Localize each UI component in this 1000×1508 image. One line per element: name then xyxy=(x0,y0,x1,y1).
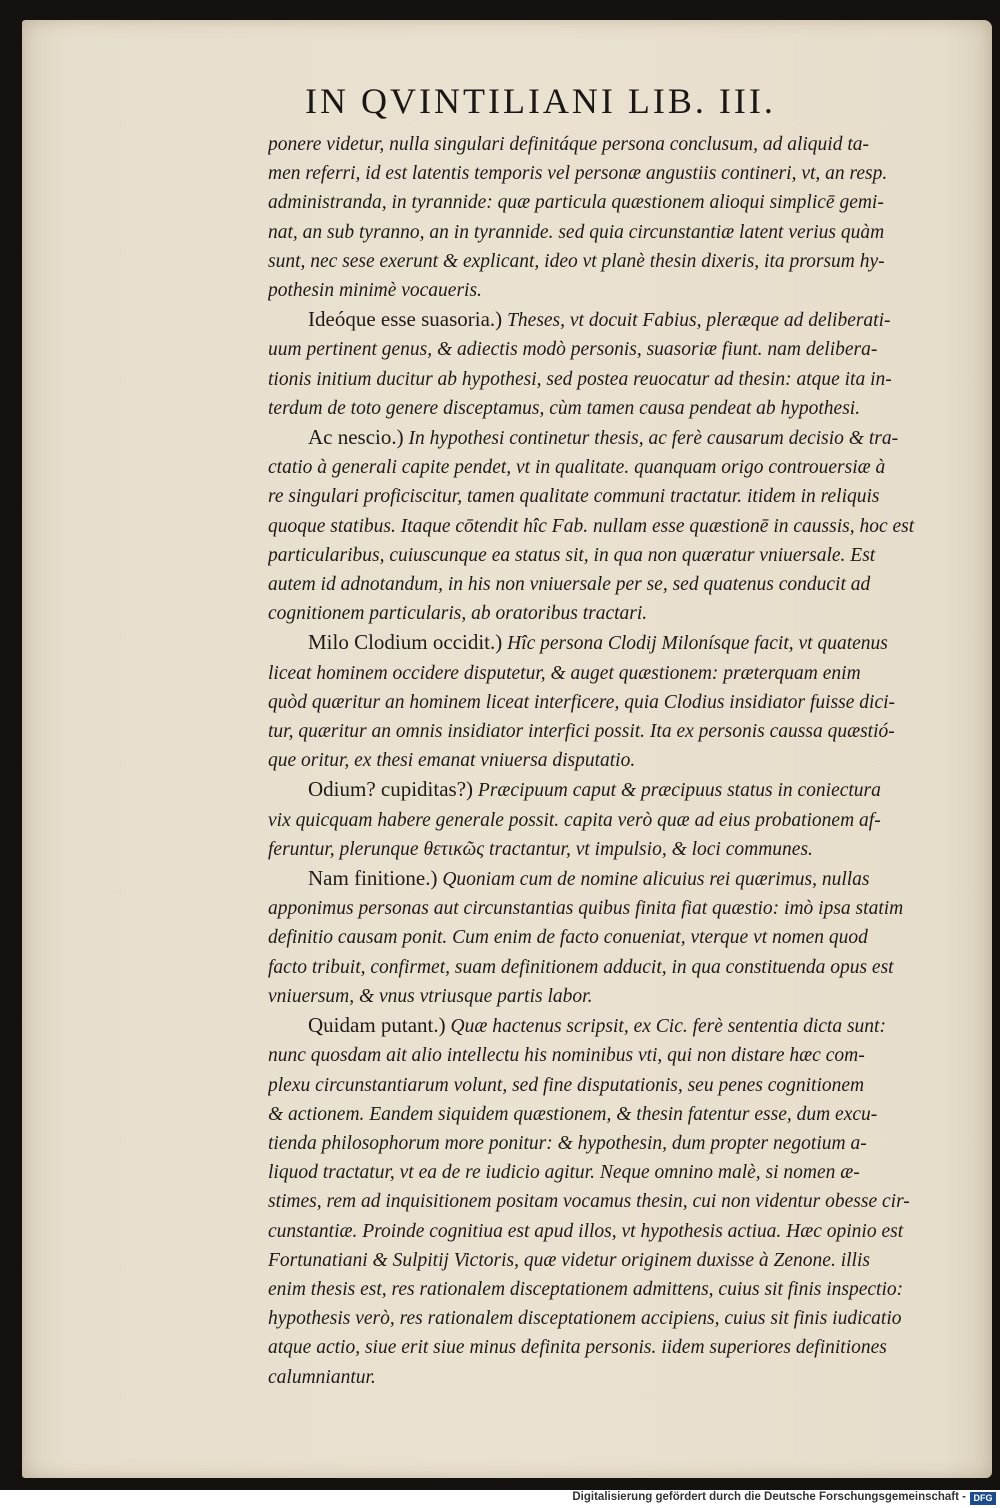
line-text: definitio causam ponit. Cum enim de facto conueniat, vterque vt nomen quod xyxy=(268,927,868,949)
lemma: Ac nescio.) xyxy=(308,425,404,450)
line-text: nunc quosdam ait alio intellectu his nominibus vti, qui non distare hæc com- xyxy=(268,1045,865,1067)
lemma: Odium? cupiditas?) xyxy=(308,777,474,802)
text-line xyxy=(268,775,968,805)
text-line xyxy=(268,659,968,688)
running-title: IN QVINTILIANI LIB. III. xyxy=(305,81,776,121)
text-line xyxy=(268,130,968,159)
line-text: nat, an sub tyranno, an in tyrannide. sed quia circunstantiæ latent verius quàm xyxy=(268,221,885,243)
line-text: que oritur, ex thesi emanat vniuersa disputatio. xyxy=(268,750,636,772)
line-text: apponimus personas aut circunstantias quibus finita fiat quæstio: imò ipsa statim xyxy=(268,898,904,920)
line-text: cognitionem particularis, ab oratoribus tractari. xyxy=(268,603,648,625)
text-line xyxy=(268,1275,968,1304)
text-line xyxy=(268,1129,968,1158)
text-line xyxy=(268,541,968,570)
line-text: Quoniam cum de nomine alicuius rei quærimus, nullas xyxy=(442,869,870,891)
line-text: autem id adnotandum, in his non vniuersale per se, sed quatenus conducit ad xyxy=(268,574,871,596)
line-text: Hîc persona Clodij Milonísque facit, vt quatenus xyxy=(507,633,888,655)
text-line xyxy=(268,835,968,864)
text-line xyxy=(268,423,968,453)
text-line xyxy=(268,188,968,217)
paragraph xyxy=(268,628,968,775)
paragraph xyxy=(268,775,968,864)
text-line xyxy=(268,953,968,982)
text-line xyxy=(268,628,968,658)
line-text: tienda philosophorum more ponitur: & hypothesin, dum propter negotium a- xyxy=(268,1132,867,1154)
line-text: calumniantur. xyxy=(268,1366,376,1388)
text-line xyxy=(268,1011,968,1041)
line-text: terdum de toto genere disceptamus, cùm tamen causa pendeat ab hypothesi. xyxy=(268,397,861,419)
text-line xyxy=(268,1100,968,1129)
text-line xyxy=(268,305,968,335)
commentary-text xyxy=(268,130,968,1392)
lemma: Nam finitione.) xyxy=(308,866,438,891)
line-text: feruntur, plerunque θετικῶς tractantur, vt impulsio, & loci communes. xyxy=(268,838,813,860)
line-text: stimes, rem ad inquisitionem positam vocamus thesin, cui non videntur obesse cir- xyxy=(268,1191,910,1213)
line-text: particularibus, cuiuscunque ea status sit, in qua non quæratur vniuersale. Est xyxy=(268,544,876,566)
dfg-logo-icon: DFG xyxy=(970,1492,996,1505)
paragraph xyxy=(268,423,968,628)
text-line xyxy=(268,746,968,775)
text-line xyxy=(268,453,968,482)
text-line xyxy=(268,688,968,717)
line-text: cunstantiæ. Proinde cognitiua est apud illos, vt hypothesis actiua. Hæc opinio est xyxy=(268,1220,904,1242)
line-text: vix quicquam habere generale possit. capita verò quæ ad eius probationem af- xyxy=(268,809,881,831)
line-text: ctatio à generali capite pendet, vt in qualitate. quanquam origo controuersiæ à xyxy=(268,457,886,479)
line-text: liquod tractatur, vt ea de re iudicio agitur. Neque omnino malè, si nomen æ- xyxy=(268,1162,860,1184)
line-text: sunt, nec sese exerunt & explicant, ideo vt planè thesin dixeris, ita prorsum hy- xyxy=(268,250,885,272)
line-text: Quæ hactenus scripsit, ex Cic. ferè sententia dicta sunt: xyxy=(450,1016,886,1038)
lemma: Ideóque esse suasoria.) xyxy=(308,307,503,332)
text-line xyxy=(268,247,968,276)
line-text: Præcipuum caput & præcipuus status in coniectura xyxy=(477,780,881,802)
line-text: hypothesis verò, res rationalem disceptationem accipiens, cuius sit finis iudicatio xyxy=(268,1308,902,1330)
line-text: administranda, in tyrannide: quæ particula quæstionem alioqui simplicē gemi- xyxy=(268,192,884,214)
line-text: uum pertinent genus, & adiectis modò personis, suasoriæ fiunt. nam delibera- xyxy=(268,339,878,361)
text-line xyxy=(268,1333,968,1362)
text-line xyxy=(268,482,968,511)
lemma: Milo Clodium occidit.) xyxy=(308,630,503,655)
paragraph xyxy=(268,130,968,305)
text-line xyxy=(268,1363,968,1392)
line-text: atque actio, siue erit siue minus definita personis. iidem superiores definitiones xyxy=(268,1337,887,1359)
line-text: tur, quæritur an omnis insidiator interfici possit. Ita ex personis caussa quæstió- xyxy=(268,721,895,743)
funding-credit: Digitalisierung gefördert durch die Deutsche Forschungsgemeinschaft - xyxy=(572,1491,966,1503)
text-line xyxy=(268,864,968,894)
paragraph xyxy=(268,864,968,1011)
text-line xyxy=(268,1041,968,1070)
text-line xyxy=(268,394,968,423)
line-text: men referri, id est latentis temporis vel personæ angustiis contineri, vt, an resp. xyxy=(268,163,888,185)
paragraph xyxy=(268,1011,968,1392)
text-line xyxy=(268,1246,968,1275)
text-line xyxy=(268,1158,968,1187)
line-text: & actionem. Eandem siquidem quæstionem, & thesin fatentur esse, dum excu- xyxy=(268,1103,878,1125)
line-text: re singulari proficiscitur, tamen qualitate communi tractatur. itidem in reliquis xyxy=(268,486,880,508)
text-line xyxy=(268,923,968,952)
text-line xyxy=(268,717,968,746)
text-line xyxy=(268,512,968,541)
line-text: quòd quæritur an hominem liceat interficere, quia Clodius insidiator fuisse dici- xyxy=(268,691,896,713)
text-line xyxy=(268,570,968,599)
text-line xyxy=(268,276,968,305)
text-line xyxy=(268,982,968,1011)
text-line xyxy=(268,806,968,835)
line-text: enim thesis est, res rationalem disceptationem admittens, cuius sit finis inspectio: xyxy=(268,1278,904,1300)
line-text: liceat hominem occidere disputetur, & auget quæstionem: præterquam enim xyxy=(268,662,861,684)
text-line xyxy=(268,159,968,188)
line-text: pothesin minimè vocaueris. xyxy=(268,280,482,302)
line-text: Fortunatiani & Sulpitij Victoris, quæ videtur originem duxisse à Zenone. illis xyxy=(268,1249,870,1271)
text-line xyxy=(268,218,968,247)
line-text: quoque statibus. Itaque cōtendit hîc Fab. nullam esse quæstionē in caussis, hoc est xyxy=(268,515,915,537)
line-text: tionis initium ducitur ab hypothesi, sed postea reuocatur ad thesin: atque ita in- xyxy=(268,368,892,390)
text-line xyxy=(268,335,968,364)
text-line xyxy=(268,1187,968,1216)
line-text: Theses, vt docuit Fabius, pleræque ad deliberati- xyxy=(507,310,891,332)
text-line xyxy=(268,1071,968,1100)
text-line xyxy=(268,365,968,394)
paragraph xyxy=(268,305,968,423)
line-text: plexu circunstantiarum volunt, sed fine disputationis, seu penes cognitionem xyxy=(268,1074,865,1096)
text-line xyxy=(268,1217,968,1246)
text-line xyxy=(268,1304,968,1333)
line-text: vniuersum, & vnus vtriusque partis labor. xyxy=(268,985,593,1007)
line-text: facto tribuit, confirmet, suam definitionem adducit, in qua constituenda opus est xyxy=(268,956,894,978)
footer-bar xyxy=(0,1490,1000,1508)
text-line xyxy=(268,599,968,628)
line-text: In hypothesi continetur thesis, ac ferè causarum decisio & tra- xyxy=(408,428,899,450)
text-line xyxy=(268,894,968,923)
line-text: ponere videtur, nulla singulari definitáque persona conclusum, ad aliquid ta- xyxy=(268,134,870,155)
lemma: Quidam putant.) xyxy=(308,1013,446,1038)
